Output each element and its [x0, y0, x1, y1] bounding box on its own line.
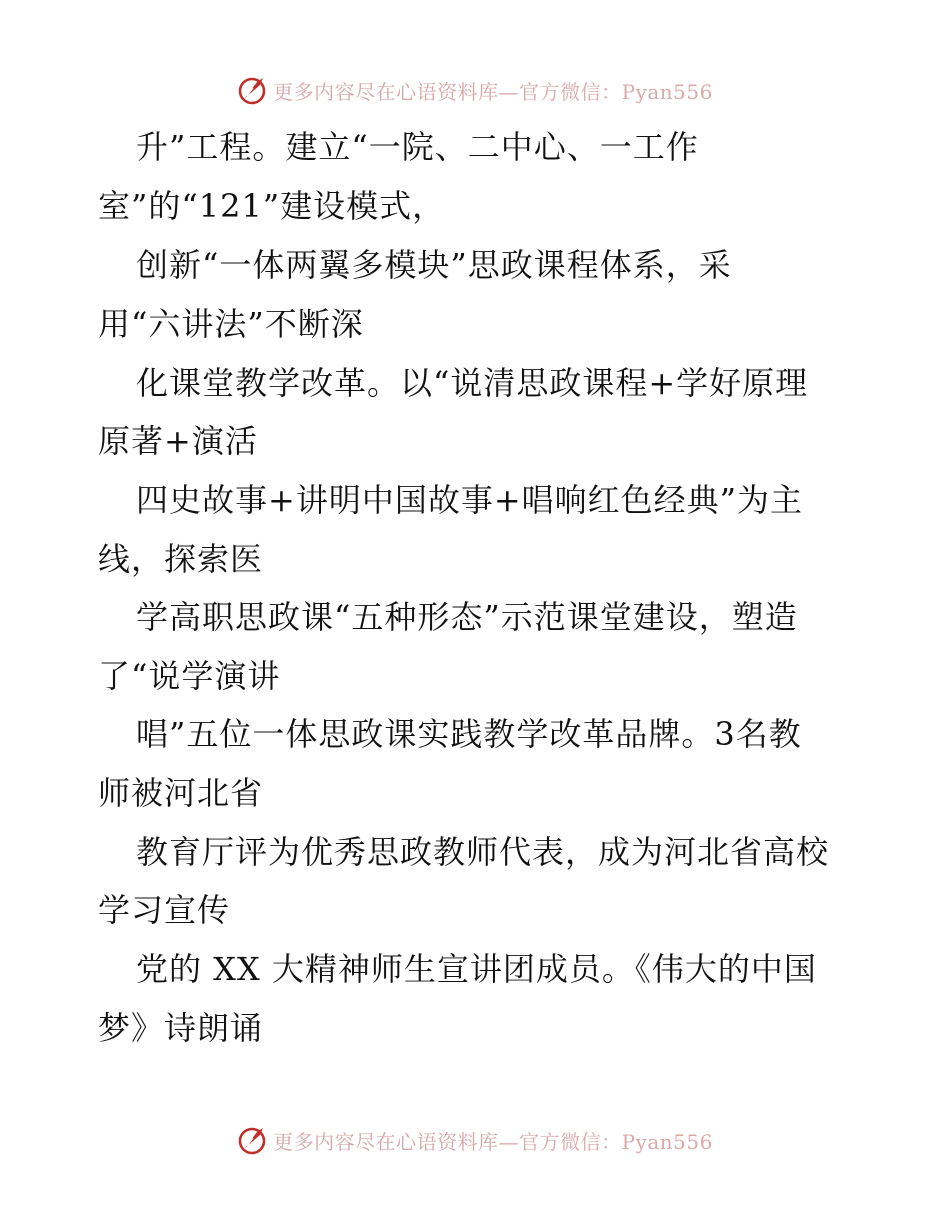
body-line-5: 化课堂教学改革。以“说清思政课程+学好原理 — [136, 364, 809, 402]
body-line-2: 室”的“121”建设模式， — [98, 187, 446, 225]
body-line-14: 学习宣传 — [98, 891, 231, 929]
quill-logo-icon — [237, 74, 269, 106]
body-line-6: 原著+演活 — [98, 422, 258, 460]
footer-brand-text: 更多内容尽在心语资料库 — [273, 1129, 499, 1154]
body-line-8: 线，探索医 — [98, 540, 264, 578]
header-banner — [0, 70, 950, 110]
footer-wechat-text: 官方微信：Pyan556 — [519, 1129, 713, 1154]
header-wechat-text: 官方微信：Pyan556 — [519, 79, 713, 104]
body-line-12: 师被河北省 — [98, 774, 264, 812]
footer-banner — [0, 1120, 950, 1160]
header-separator: — — [498, 79, 520, 104]
body-line-3: 创新“一体两翼多模块”思政课程体系，采 — [136, 246, 732, 284]
body-line-9: 学高职思政课“五种形态”示范课堂建设，塑造 — [136, 598, 798, 636]
body-line-11: 唱”五位一体思政课实践教学改革品牌。3名教 — [136, 715, 802, 753]
quill-logo-icon — [237, 1124, 269, 1156]
body-line-7: 四史故事+讲明中国故事+唱响红色经典”为主 — [136, 481, 803, 519]
body-line-16: 梦》诗朗诵 — [98, 1009, 264, 1047]
header-brand-text: 更多内容尽在心语资料库 — [273, 79, 499, 104]
body-line-10: 了“说学演讲 — [98, 657, 281, 695]
body-line-13: 教育厅评为优秀思政教师代表，成为河北省高校 — [136, 833, 830, 871]
body-line-1: 升”工程。建立“一院、二中心、一工作 — [136, 128, 699, 166]
body-line-15: 党的 XX 大精神师生宣讲团成员。《伟大的中国 — [136, 950, 817, 988]
header-banner-text — [273, 76, 713, 105]
body-line-4: 用“六讲法”不断深 — [98, 305, 364, 343]
footer-banner-text — [273, 1126, 713, 1155]
footer-separator: — — [498, 1129, 520, 1154]
